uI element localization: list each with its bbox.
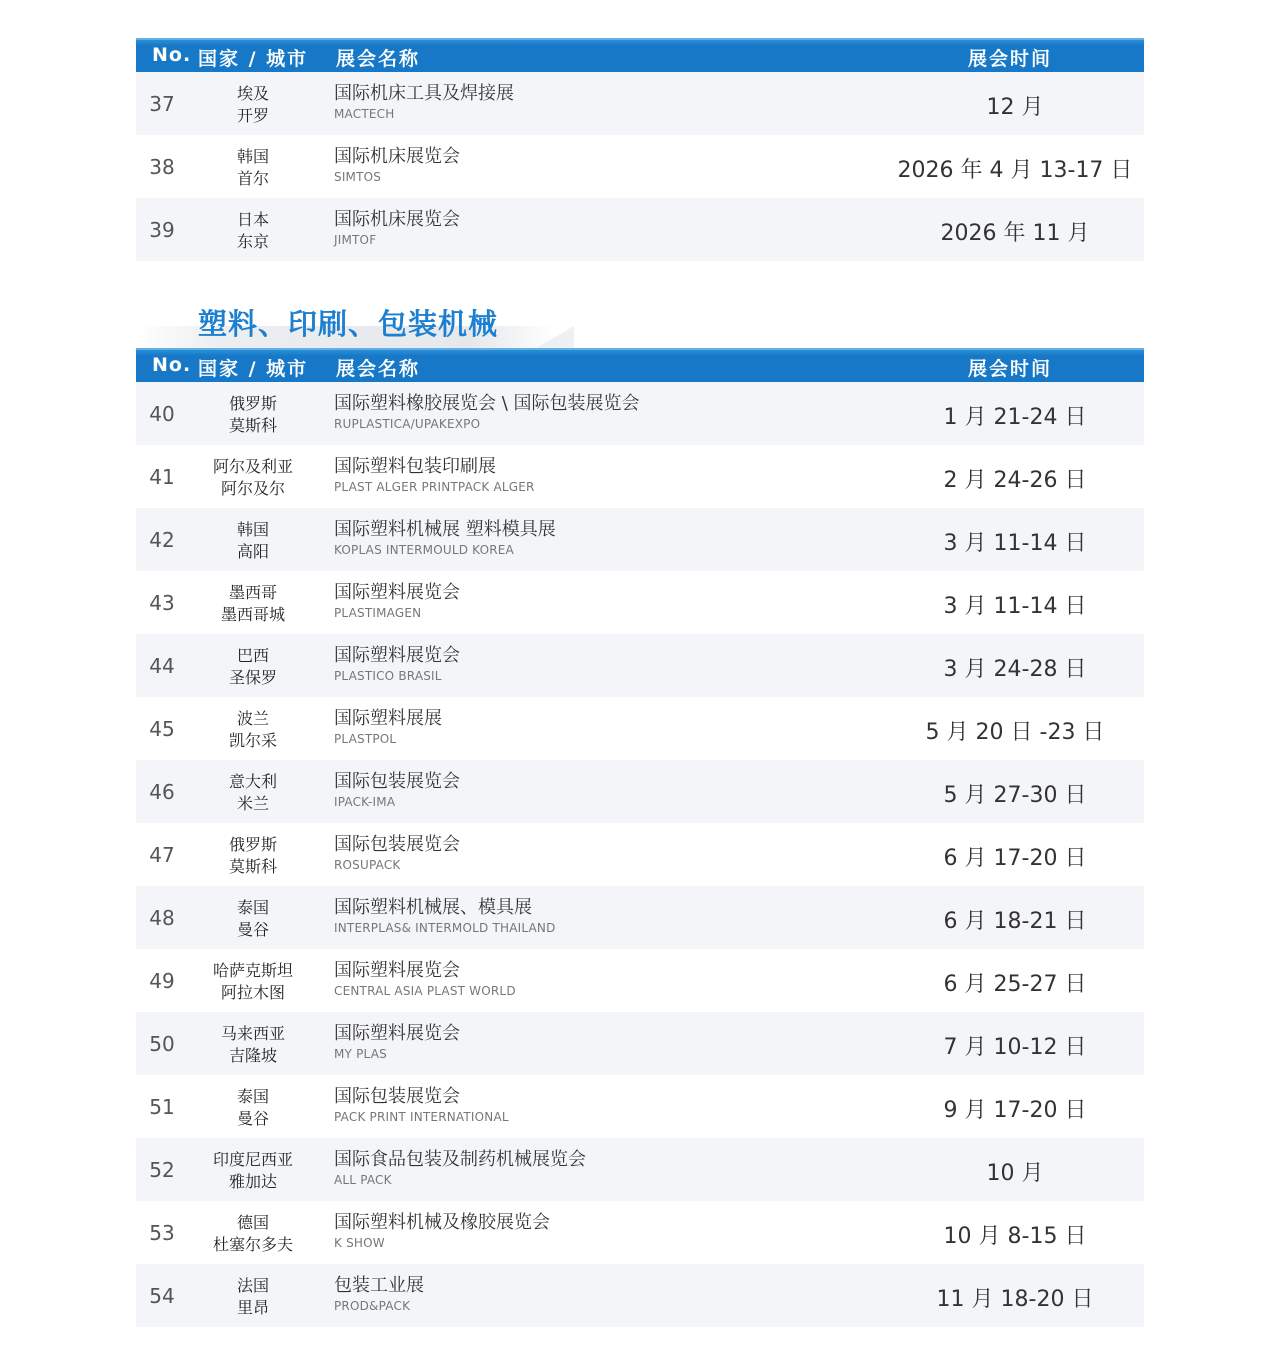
row-name-cn: 国际塑料机械展、模具展 [334, 897, 532, 918]
section-title: 塑料、印刷、包装机械 [198, 307, 499, 341]
row-number: 49 [149, 969, 175, 993]
table-row [136, 198, 1144, 261]
row-city: 雅加达 [228, 1172, 277, 1191]
row-location [198, 146, 308, 190]
row-name-cn: 国际机床展览会 [334, 209, 460, 230]
row-name-cn: 国际塑料展览会 [334, 582, 460, 603]
row-number: 38 [149, 155, 175, 179]
row-country: 日本 [236, 210, 269, 229]
table-row [136, 135, 1144, 198]
row-location [198, 582, 308, 626]
table-row [136, 1264, 1144, 1327]
row-name-en: PROD&PACK [334, 1299, 411, 1313]
row-exhibition [334, 208, 460, 248]
row-name-en: KOPLAS INTERMOULD KOREA [334, 543, 514, 557]
row-country: 法国 [236, 1276, 269, 1295]
row-city: 墨西哥城 [220, 605, 285, 624]
row-city: 首尔 [236, 169, 269, 188]
row-name-cn: 国际包装展览会 [334, 1086, 460, 1107]
row-location [198, 1275, 308, 1319]
row-number: 45 [149, 717, 175, 741]
row-exhibition [334, 145, 460, 185]
row-city: 里昂 [236, 1298, 269, 1317]
row-name-en: SIMTOS [334, 170, 382, 184]
table-row [136, 886, 1144, 949]
header-location: 国家 / 城市 [198, 358, 309, 380]
row-location [198, 393, 308, 437]
row-exhibition [334, 1022, 460, 1062]
row-date: 7 月 10-12 日 [943, 1035, 1087, 1060]
row-name-en: PLASTICO BRASIL [334, 669, 442, 683]
row-name-cn: 国际塑料橡胶展览会 \ 国际包装展览会 [334, 393, 640, 414]
row-city: 曼谷 [236, 920, 269, 939]
row-name-en: JIMTOF [334, 233, 377, 247]
table-row [136, 72, 1144, 135]
row-location [198, 645, 308, 689]
row-name-en: MY PLAS [334, 1047, 387, 1061]
row-country: 埃及 [236, 84, 269, 103]
row-country: 德国 [236, 1213, 269, 1232]
row-country: 意大利 [228, 772, 277, 791]
row-country: 俄罗斯 [228, 394, 277, 413]
row-city: 曼谷 [236, 1109, 269, 1128]
row-date: 1 月 21-24 日 [943, 405, 1087, 430]
row-exhibition [334, 833, 460, 873]
row-location [198, 456, 308, 500]
row-exhibition [334, 1085, 509, 1125]
row-name-en: K SHOW [334, 1236, 385, 1250]
exhibition-table-plastics-packaging [136, 348, 1144, 1327]
row-name-cn: 国际塑料展览会 [334, 960, 460, 981]
row-location [198, 1149, 308, 1193]
row-country: 巴西 [236, 646, 269, 665]
row-exhibition [334, 1274, 424, 1314]
row-number: 54 [149, 1284, 175, 1308]
row-name-cn: 国际食品包装及制药机械展览会 [334, 1149, 586, 1170]
row-name-cn: 国际塑料包装印刷展 [334, 456, 496, 477]
row-city: 莫斯科 [228, 857, 277, 876]
row-number: 37 [149, 92, 175, 116]
row-exhibition [334, 896, 556, 936]
row-country: 波兰 [236, 709, 269, 728]
row-name-en: CENTRAL ASIA PLAST WORLD [334, 984, 516, 998]
row-number: 50 [149, 1032, 175, 1056]
table-header [136, 38, 1144, 72]
row-location [198, 834, 308, 878]
row-city: 圣保罗 [228, 668, 277, 687]
row-name-en: PLASTPOL [334, 732, 397, 746]
row-name-cn: 国际机床展览会 [334, 146, 460, 167]
table-row [136, 760, 1144, 823]
row-exhibition [334, 455, 535, 495]
row-city: 莫斯科 [228, 416, 277, 435]
row-number: 52 [149, 1158, 175, 1182]
row-country: 泰国 [236, 1087, 269, 1106]
row-location [198, 771, 308, 815]
row-name-cn: 国际塑料展览会 [334, 1023, 460, 1044]
row-number: 43 [149, 591, 175, 615]
header-time: 展会时间 [968, 48, 1053, 70]
row-number: 40 [149, 402, 175, 426]
table-row [136, 949, 1144, 1012]
header-name: 展会名称 [336, 48, 421, 70]
row-date: 10 月 [986, 1161, 1044, 1186]
row-name-en: PLASTIMAGEN [334, 606, 422, 620]
row-exhibition [334, 581, 460, 621]
row-city: 高阳 [236, 542, 269, 561]
row-name-cn: 国际包装展览会 [334, 771, 460, 792]
row-exhibition [334, 770, 460, 810]
row-date: 3 月 24-28 日 [943, 657, 1087, 682]
row-name-en: ALL PACK [334, 1173, 392, 1187]
row-name-cn: 包装工业展 [334, 1275, 424, 1296]
header-no: No. [152, 354, 192, 376]
row-location [198, 209, 308, 253]
row-date: 2 月 24-26 日 [943, 468, 1087, 493]
row-country: 阿尔及利亚 [212, 457, 293, 476]
row-exhibition [334, 959, 516, 999]
row-number: 39 [149, 218, 175, 242]
row-number: 53 [149, 1221, 175, 1245]
row-city: 米兰 [236, 794, 269, 813]
row-number: 41 [149, 465, 175, 489]
header-no: No. [152, 44, 192, 66]
row-number: 47 [149, 843, 175, 867]
row-number: 44 [149, 654, 175, 678]
row-name-en: INTERPLAS& INTERMOLD THAILAND [334, 921, 556, 935]
table-row [136, 1075, 1144, 1138]
row-city: 凯尔采 [228, 731, 277, 750]
row-name-en: ROSUPACK [334, 858, 401, 872]
header-location: 国家 / 城市 [198, 48, 309, 70]
row-location [198, 960, 308, 1004]
row-name-en: PLAST ALGER PRINTPACK ALGER [334, 480, 535, 494]
row-date: 11 月 18-20 日 [936, 1287, 1094, 1312]
row-city: 杜塞尔多夫 [212, 1235, 293, 1254]
row-location [198, 519, 308, 563]
row-date: 5 月 27-30 日 [943, 783, 1087, 808]
row-date: 2026 年 11 月 [940, 221, 1090, 246]
row-city: 开罗 [236, 106, 269, 125]
row-country: 墨西哥 [228, 583, 277, 602]
row-name-cn: 国际机床工具及焊接展 [334, 83, 514, 104]
header-time: 展会时间 [968, 358, 1053, 380]
table-row [136, 823, 1144, 886]
table-row [136, 697, 1144, 760]
table-row [136, 634, 1144, 697]
row-number: 51 [149, 1095, 175, 1119]
row-date: 6 月 25-27 日 [943, 972, 1087, 997]
row-name-cn: 国际塑料展展 [334, 708, 442, 729]
row-city: 东京 [236, 232, 269, 251]
row-city: 吉隆坡 [228, 1046, 277, 1065]
row-date: 6 月 18-21 日 [943, 909, 1087, 934]
exhibition-table-machine-tools [136, 38, 1144, 261]
row-country: 印度尼西亚 [212, 1150, 293, 1169]
row-name-en: RUPLASTICA/UPAKEXPO [334, 417, 481, 431]
row-country: 马来西亚 [220, 1024, 285, 1043]
row-date: 6 月 17-20 日 [943, 846, 1087, 871]
row-name-en: IPACK-IMA [334, 795, 396, 809]
row-number: 48 [149, 906, 175, 930]
row-country: 哈萨克斯坦 [212, 961, 293, 980]
row-exhibition [334, 392, 640, 432]
row-location [198, 1212, 308, 1256]
section-heading-bg-tab [536, 326, 574, 348]
row-date: 5 月 20 日 -23 日 [925, 720, 1105, 745]
row-date: 9 月 17-20 日 [943, 1098, 1087, 1123]
row-name-cn: 国际包装展览会 [334, 834, 460, 855]
row-exhibition [334, 644, 460, 684]
row-number: 46 [149, 780, 175, 804]
table-body [136, 72, 1144, 261]
table-row [136, 1012, 1144, 1075]
row-name-en: PACK PRINT INTERNATIONAL [334, 1110, 509, 1124]
table-row [136, 445, 1144, 508]
row-exhibition [334, 1211, 550, 1251]
row-name-cn: 国际塑料机械及橡胶展览会 [334, 1212, 550, 1233]
table-row [136, 1138, 1144, 1201]
row-date: 2026 年 4 月 13-17 日 [897, 158, 1133, 183]
table-row [136, 571, 1144, 634]
row-location [198, 1023, 308, 1067]
row-exhibition [334, 707, 442, 747]
row-city: 阿拉木图 [220, 983, 285, 1002]
row-location [198, 83, 308, 127]
header-name: 展会名称 [336, 358, 421, 380]
section-heading [136, 296, 576, 348]
row-country: 韩国 [236, 520, 269, 539]
row-date: 12 月 [986, 95, 1044, 120]
row-city: 阿尔及尔 [220, 479, 285, 498]
table-row [136, 1201, 1144, 1264]
row-exhibition [334, 518, 556, 558]
row-number: 42 [149, 528, 175, 552]
row-date: 3 月 11-14 日 [943, 594, 1087, 619]
row-date: 10 月 8-15 日 [943, 1224, 1087, 1249]
table-body [136, 382, 1144, 1327]
row-country: 泰国 [236, 898, 269, 917]
table-row [136, 382, 1144, 445]
row-name-cn: 国际塑料机械展 塑料模具展 [334, 519, 556, 540]
row-country: 俄罗斯 [228, 835, 277, 854]
row-location [198, 1086, 308, 1130]
row-name-cn: 国际塑料展览会 [334, 645, 460, 666]
row-country: 韩国 [236, 147, 269, 166]
row-exhibition [334, 1148, 586, 1188]
row-location [198, 708, 308, 752]
row-location [198, 897, 308, 941]
row-name-en: MACTECH [334, 107, 395, 121]
table-row [136, 508, 1144, 571]
table-header [136, 348, 1144, 382]
row-exhibition [334, 82, 514, 122]
row-date: 3 月 11-14 日 [943, 531, 1087, 556]
